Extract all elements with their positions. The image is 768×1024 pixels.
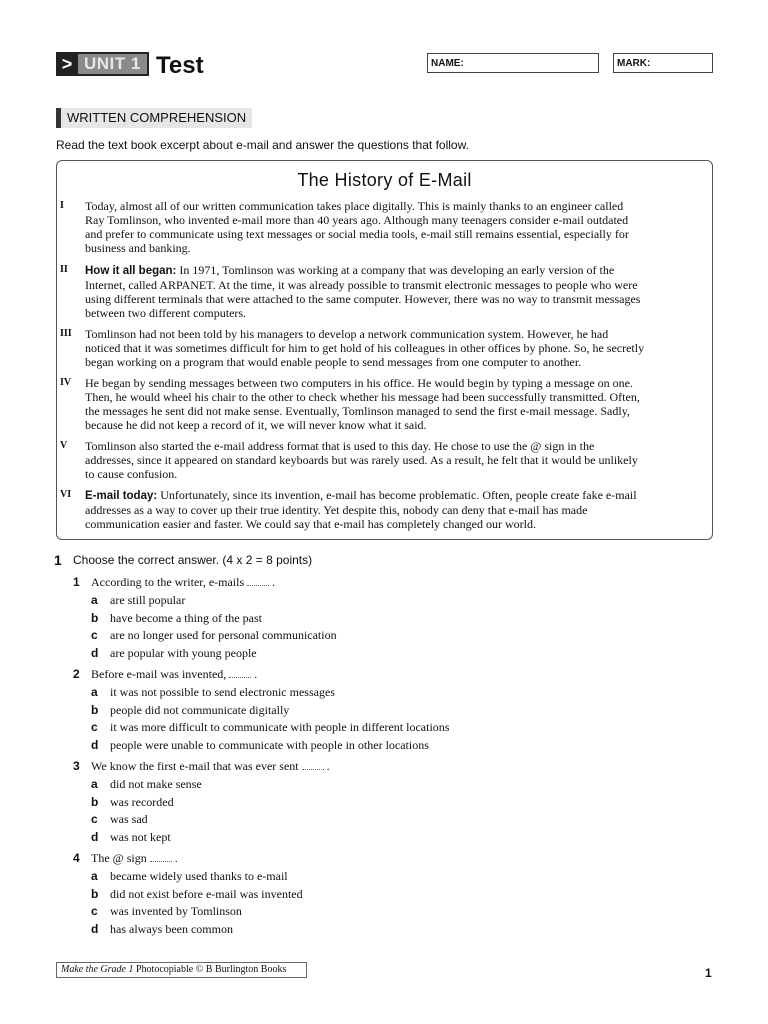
paragraph-line: noticed that it was sometimes difficult for him to get hold of his colleagues in other offices by phone. So, he secretly [85, 341, 645, 355]
paragraph-number: VI [60, 489, 72, 500]
paragraph-line: communication easier and faster. We could say that e-mail has completely changed our world. [85, 517, 536, 531]
unit-badge [56, 52, 149, 76]
paragraph-number: V [60, 440, 68, 451]
unit-label: UNIT 1 [78, 54, 147, 74]
paragraph-line: to cause confusion. [85, 467, 178, 481]
paragraph-text [85, 199, 703, 255]
section-header [56, 108, 252, 128]
option-letter[interactable]: b [91, 702, 99, 717]
question-end: . [174, 851, 178, 865]
answer-blank[interactable] [150, 852, 172, 862]
paragraph-heading: How it all began: [85, 265, 177, 277]
section-intro: Read the text book excerpt about e-mail and answer the questions that follow. [56, 138, 469, 152]
footer-copyright: Photocopiable © [133, 964, 206, 975]
option-letter[interactable]: a [91, 777, 98, 791]
option-letter[interactable]: b [91, 610, 99, 625]
footer-series: Make the Grade 1 [61, 964, 134, 975]
paragraph-line: Tomlinson also started the e-mail address format that is used to this day. He chose to use the @ sign in the [85, 439, 595, 453]
paragraph-line: Ray Tomlinson, who invented e-mail more than 40 years ago. Although many teenagers consider e-mail outdated [85, 213, 629, 227]
paragraph-number: II [60, 264, 68, 275]
exercise-instruction: Choose the correct answer. (4 x 2 = 8 points) [73, 553, 313, 567]
paragraph-text [85, 439, 703, 481]
paragraph-text [85, 376, 703, 432]
option-text[interactable]: have become a thing of the past [110, 610, 262, 625]
paragraph-number: III [60, 328, 72, 339]
question-end: . [254, 667, 258, 681]
question-end: . [272, 575, 276, 589]
option-text[interactable]: are no longer used for personal communication [110, 628, 337, 643]
option-text[interactable]: was invented by Tomlinson [110, 904, 242, 919]
option-letter[interactable]: d [91, 922, 99, 937]
question-number: 3 [73, 759, 80, 773]
paragraph-line: He began by sending messages between two computers in his office. He would begin by typing a message on one. [85, 376, 633, 390]
question-number: 4 [73, 851, 80, 865]
paragraph-line: Unfortunately, since its invention, e-mail has become problematic. Often, people create fake e-mail [157, 488, 637, 502]
paragraph-text [85, 263, 703, 320]
name-field[interactable]: NAME: [427, 53, 599, 73]
paragraph-line: Tomlinson had not been told by his managers to develop a network communication system. However, he had [85, 327, 609, 341]
option-text[interactable]: has always been common [110, 922, 233, 937]
option-letter[interactable]: d [91, 646, 99, 661]
paragraph-line: and prefer to communicate using text messages or social media tools, e-mail still remains essential, especially for [85, 227, 629, 241]
option-text[interactable]: was not kept [110, 830, 171, 845]
paragraph-line: business and banking. [85, 241, 191, 255]
exercise-number: 1 [54, 552, 62, 568]
option-letter[interactable]: d [91, 738, 99, 753]
question-end: . [326, 759, 330, 773]
page-title: Test [156, 52, 204, 79]
question-stem-text: The @ sign [91, 851, 147, 865]
paragraph-line: using different terminals that were attached to the same computer. However, there was no way to transmit messages [85, 292, 641, 306]
question-number: 1 [73, 575, 80, 589]
option-text[interactable]: became widely used thanks to e-mail [110, 869, 288, 883]
question-stem [91, 759, 330, 774]
section-label: WRITTEN COMPREHENSION [61, 108, 252, 128]
paragraph-line: Then, he would wheel his chair to the other to check whether his message had been successfully transmitted. Often, [85, 390, 640, 404]
option-text[interactable]: was sad [110, 812, 148, 827]
question-stem [91, 575, 275, 590]
option-letter[interactable]: c [91, 720, 98, 735]
answer-blank[interactable] [229, 668, 251, 678]
answer-blank[interactable] [302, 760, 324, 770]
option-text[interactable]: it was not possible to send electronic messages [110, 685, 335, 699]
answer-blank[interactable] [247, 576, 269, 586]
question-stem-text: We know the first e-mail that was ever sent [91, 759, 299, 773]
option-letter[interactable]: b [91, 794, 99, 809]
question-stem [91, 851, 178, 866]
publisher-logo: B Burlington Books [205, 964, 287, 975]
option-letter[interactable]: d [91, 830, 99, 845]
page-number: 1 [705, 966, 712, 980]
option-letter[interactable]: b [91, 886, 99, 901]
paragraph-line: between two different computers. [85, 306, 247, 320]
reading-title: The History of E-Mail [297, 170, 472, 190]
paragraph-line: because he did not keep a record of it, we will never know what it said. [85, 418, 427, 432]
question-number: 2 [73, 667, 80, 681]
option-letter[interactable]: a [91, 685, 98, 699]
option-text[interactable]: was recorded [110, 794, 174, 809]
paragraph-line: the messages he sent did not make sense. Eventually, Tomlinson managed to send the first e-mail message. Sadly, [85, 404, 630, 418]
paragraph-number: IV [60, 377, 72, 388]
option-text[interactable]: are still popular [110, 593, 186, 607]
chevron-right-icon: > [61, 53, 73, 74]
question-stem-text: According to the writer, e-mails [91, 575, 245, 589]
paragraph-line: Today, almost all of our written communication takes place digitally. This is mainly thanks to an engineer called [85, 199, 624, 213]
option-text[interactable]: did not exist before e-mail was invented [110, 886, 303, 901]
paragraph-line: began working on a program that would enable people to send messages from one computer to another. [85, 355, 582, 369]
mark-field[interactable]: MARK: [613, 53, 713, 73]
question-stem [91, 667, 257, 682]
option-letter[interactable]: a [91, 869, 98, 883]
paragraph-line: Internet, called ARPANET. At the time, it was already possible to transmit electronic messages to people who were [85, 278, 638, 292]
option-text[interactable]: are popular with young people [110, 646, 257, 661]
option-letter[interactable]: a [91, 593, 98, 607]
footer-credit [56, 962, 307, 978]
paragraph-line: addresses, since it appeared on standard keyboards but was rarely used. As a result, he felt that it would be unlikely [85, 453, 638, 467]
option-letter[interactable]: c [91, 904, 98, 919]
paragraph-text [85, 488, 703, 531]
paragraph-heading: E-mail today: [85, 490, 158, 502]
option-text[interactable]: did not make sense [110, 777, 202, 791]
option-text[interactable]: people did not communicate digitally [110, 702, 290, 717]
paragraph-number: I [60, 200, 64, 211]
paragraph-text [85, 327, 703, 369]
option-letter[interactable]: c [91, 812, 98, 827]
option-letter[interactable]: c [91, 628, 98, 643]
paragraph-line: In 1971, Tomlinson was working at a company that was developing an early version of the [176, 263, 615, 277]
paragraph-line: addresses as a way to cover up their true identity. Yet despite this, nobody can deny that e-mail has made [85, 503, 588, 517]
option-text[interactable]: it was more difficult to communicate with people in different locations [110, 720, 450, 735]
question-stem-text: Before e-mail was invented, [91, 667, 227, 681]
option-text[interactable]: people were unable to communicate with people in other locations [110, 738, 429, 753]
